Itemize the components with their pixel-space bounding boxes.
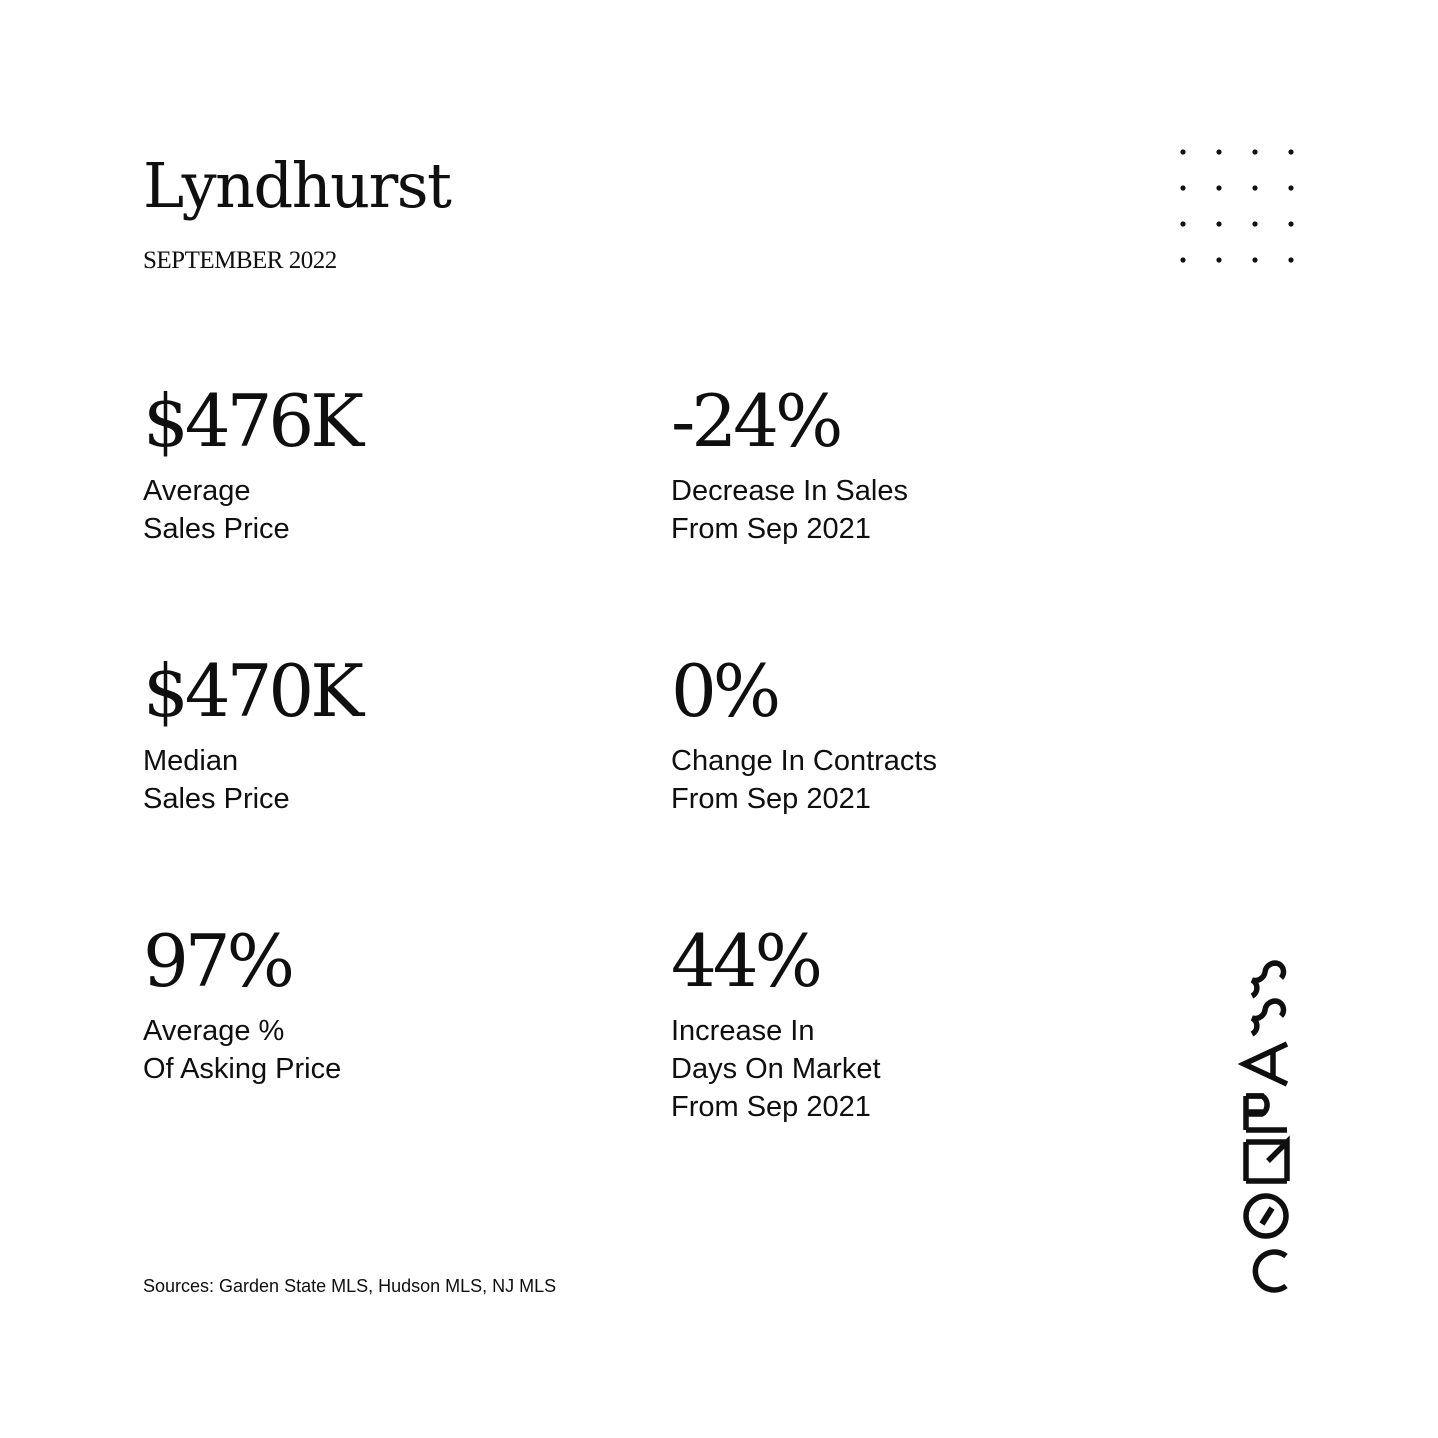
stat-label <box>671 1012 881 1126</box>
grid-dot <box>1252 185 1257 190</box>
grid-dot <box>1288 149 1293 154</box>
stat-average-sales-price <box>143 378 360 548</box>
stat-label-line: From Sep 2021 <box>671 1091 871 1123</box>
grid-dot <box>1252 221 1257 226</box>
grid-dot <box>1180 257 1185 262</box>
stat-label-line: Increase In <box>671 1015 815 1047</box>
stat-contracts-change <box>671 648 937 818</box>
stat-label-line: Of Asking Price <box>143 1053 342 1085</box>
grid-dot <box>1180 185 1185 190</box>
grid-dot <box>1288 221 1293 226</box>
grid-dot <box>1288 257 1293 262</box>
grid-dot <box>1216 185 1221 190</box>
grid-dot <box>1216 257 1221 262</box>
stat-median-sales-price <box>143 648 360 818</box>
grid-dot <box>1216 221 1221 226</box>
stat-label-line: From Sep 2021 <box>671 513 871 545</box>
grid-dot <box>1288 185 1293 190</box>
grid-dot <box>1180 221 1185 226</box>
stat-value: 0% <box>671 649 778 733</box>
stat-value: $476K <box>143 379 361 463</box>
grid-dot <box>1180 149 1185 154</box>
stat-label <box>143 472 360 548</box>
stat-value: $470K <box>143 649 361 733</box>
stat-label-line: Sales Price <box>143 513 290 545</box>
stat-label-line: Days On Market <box>671 1053 881 1085</box>
stat-label <box>143 742 360 818</box>
stat-label-line: Sales Price <box>143 783 290 815</box>
stat-days-on-market-change <box>671 918 881 1126</box>
stat-label-line: Decrease In Sales <box>671 475 908 507</box>
report-date: SEPTEMBER 2022 <box>143 247 337 274</box>
grid-dot <box>1216 149 1221 154</box>
stat-label-line: Average <box>143 475 251 507</box>
grid-dot <box>1252 257 1257 262</box>
stat-value: 44% <box>671 919 820 1003</box>
sources-note: Sources: Garden State MLS, Hudson MLS, NJ MLS <box>143 1276 557 1296</box>
page-title: Lyndhurst <box>143 149 451 222</box>
stat-label <box>671 742 937 818</box>
compass-logo <box>1238 956 1294 1294</box>
stat-value: -24% <box>671 379 840 463</box>
stat-label-line: Average % <box>143 1015 285 1047</box>
stat-label-line: From Sep 2021 <box>671 783 871 815</box>
stat-label <box>671 472 908 548</box>
stat-label-line: Median <box>143 745 239 777</box>
stat-label-line: Change In Contracts <box>671 745 937 777</box>
stat-sales-change <box>671 378 908 548</box>
stat-label <box>143 1012 341 1088</box>
grid-dot <box>1252 149 1257 154</box>
stat-value: 97% <box>143 919 292 1003</box>
dot-grid-icon <box>1172 141 1300 269</box>
stat-percent-of-asking <box>143 918 341 1088</box>
